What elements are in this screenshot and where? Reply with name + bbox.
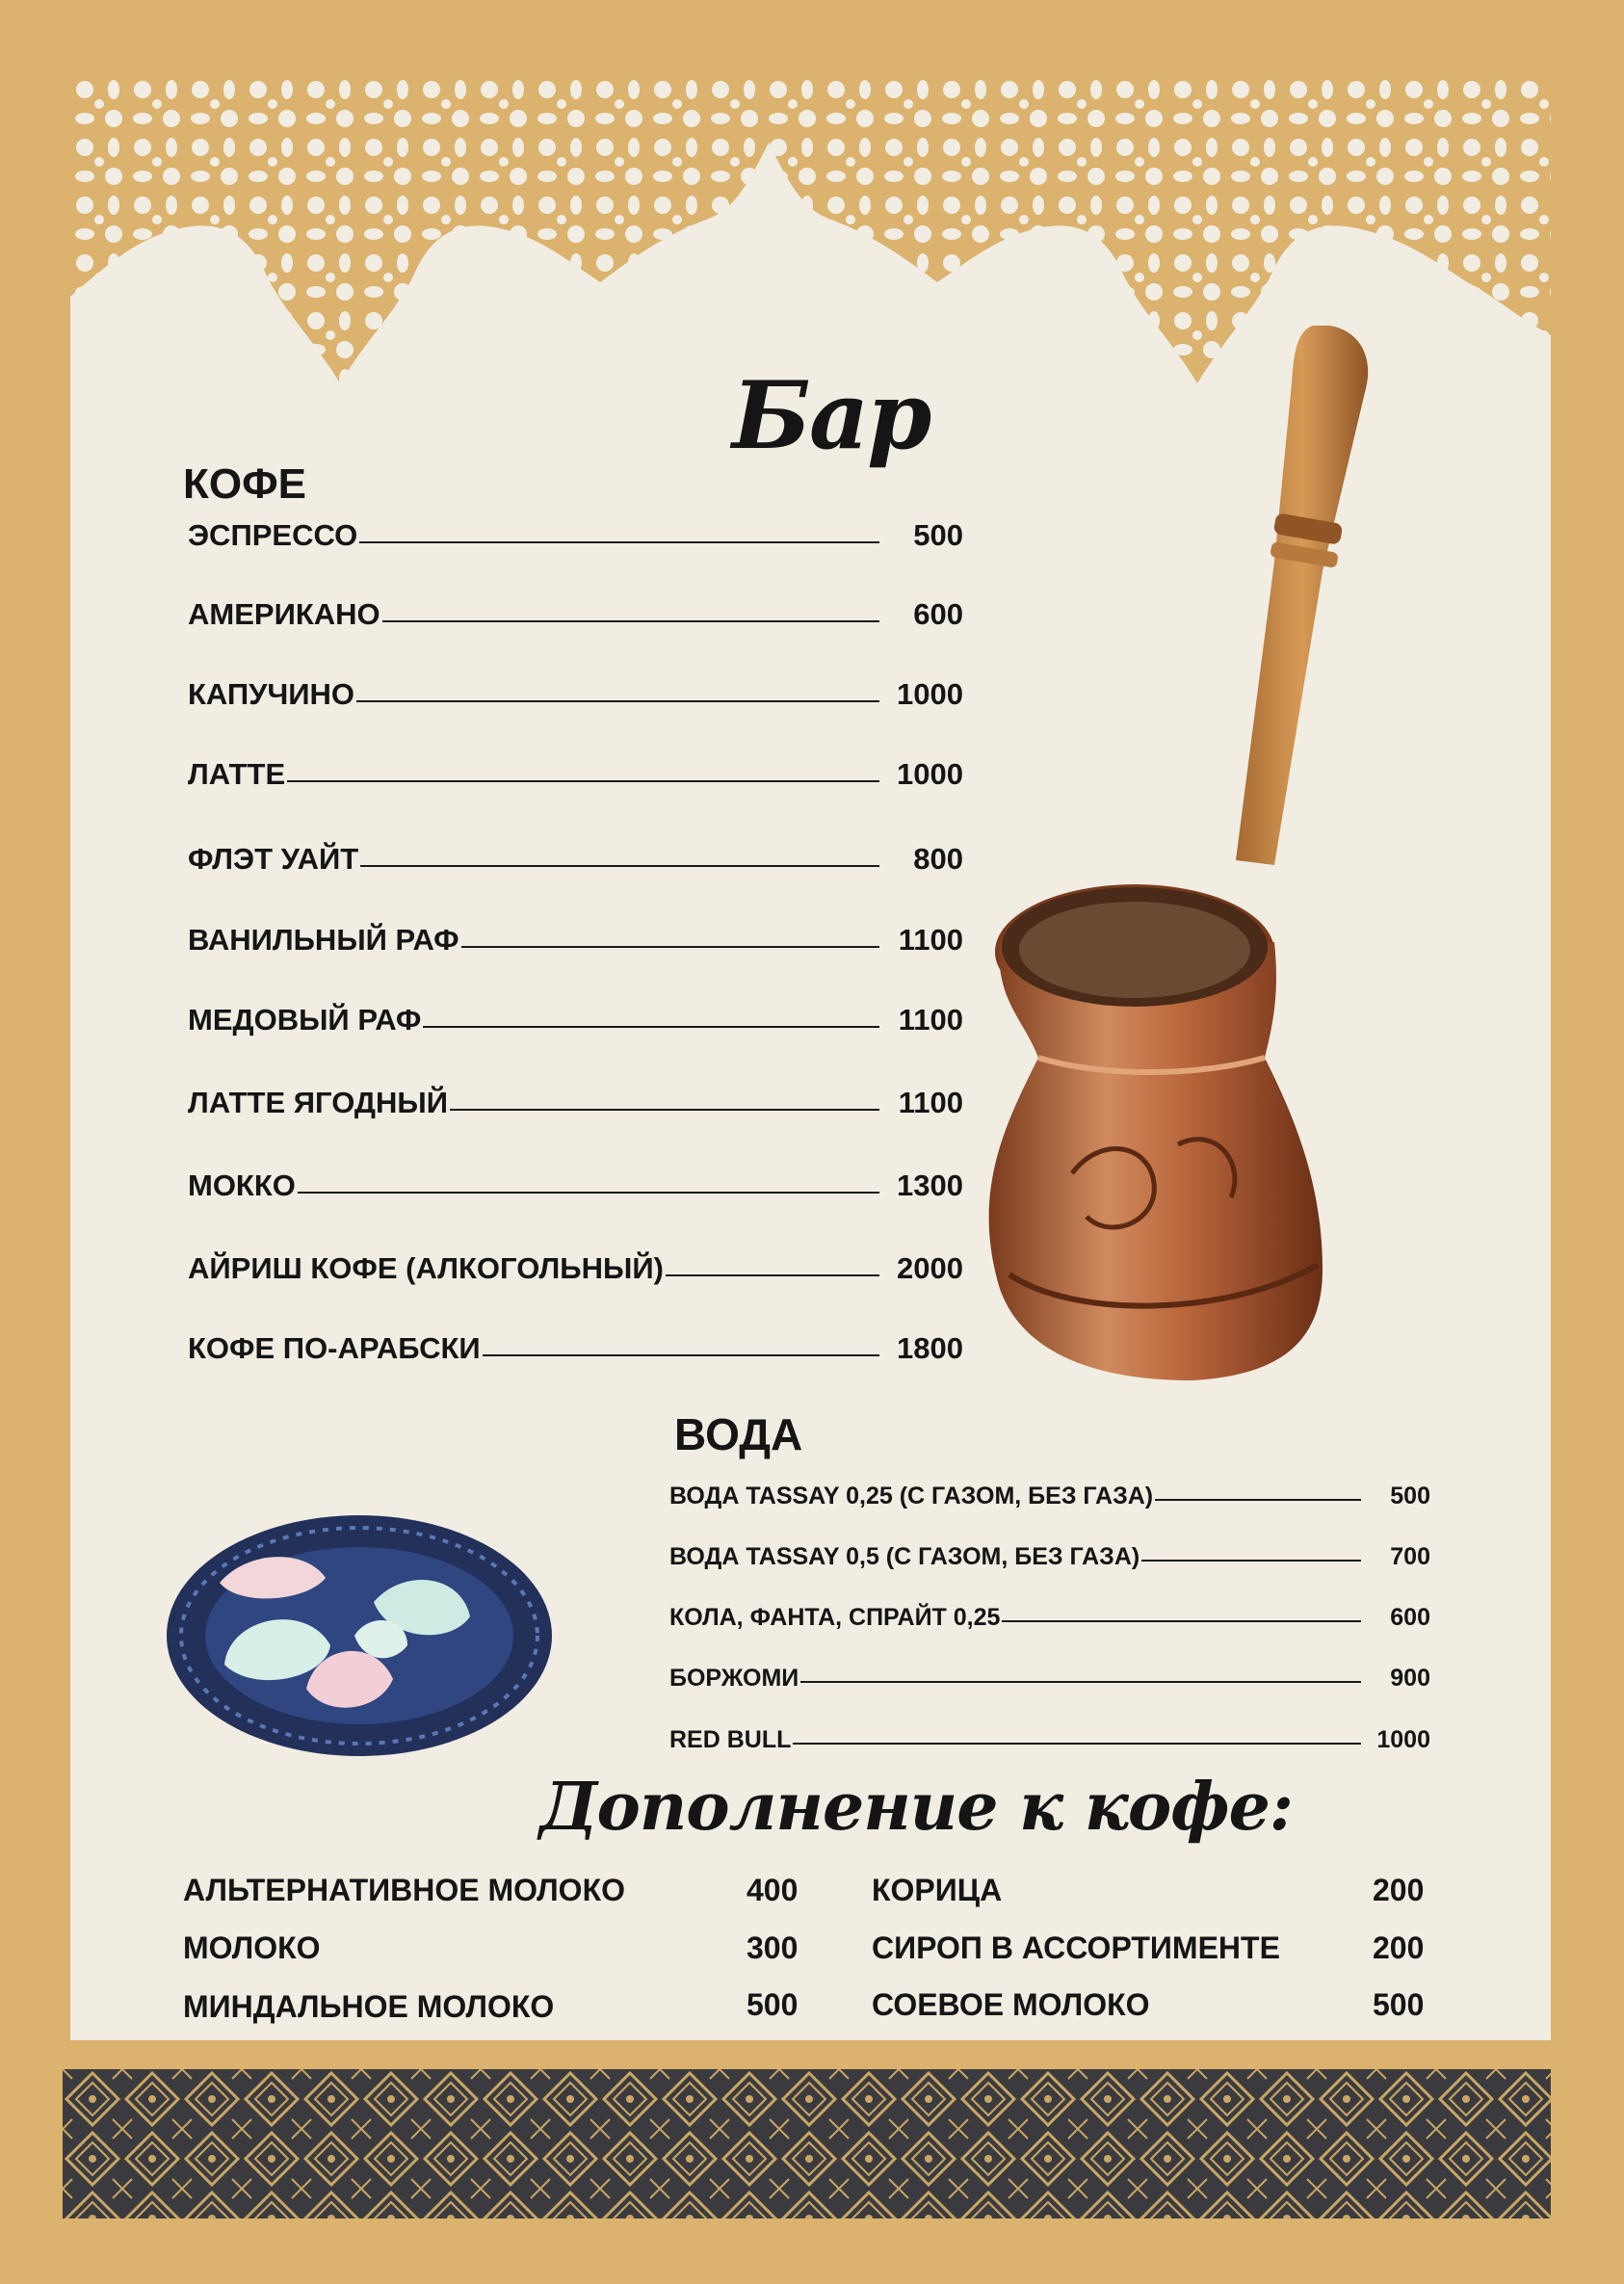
dotted-leader xyxy=(800,1681,1361,1683)
coffee-item-price: 1000 xyxy=(897,677,963,711)
water-item-price: 900 xyxy=(1390,1665,1430,1692)
addition-name: СИРОП В АССОРТИМЕНТЕ xyxy=(872,1930,1280,1965)
menu-title: Бар xyxy=(732,361,930,470)
coffee-item-name: АЙРИШ КОФЕ (АЛКОГОЛЬНЫЙ) xyxy=(188,1251,664,1285)
meringue-plate-illustration xyxy=(162,1510,557,1761)
dotted-leader xyxy=(1155,1499,1361,1501)
dotted-leader xyxy=(793,1743,1361,1745)
coffee-item-price: 1800 xyxy=(897,1331,963,1365)
coffee-item xyxy=(188,753,963,792)
coffee-item-price: 1100 xyxy=(898,1086,963,1119)
water-item-name: ВОДА TASSAY 0,5 (С ГАЗОМ, БЕЗ ГАЗА) xyxy=(669,1543,1140,1570)
coffee-item-price: 1000 xyxy=(897,757,963,791)
dotted-leader xyxy=(423,1026,879,1028)
coffee-item xyxy=(188,673,963,712)
coffee-item xyxy=(188,1247,963,1286)
water-item xyxy=(669,1593,1430,1632)
coffee-item-name: ВАНИЛЬНЫЙ РАФ xyxy=(188,923,459,957)
coffee-item-name: ЛАТТЕ ЯГОДНЫЙ xyxy=(188,1086,449,1119)
addition-price: 200 xyxy=(1373,1873,1425,1907)
addition-name: МИНДАЛЬНОЕ МОЛОКО xyxy=(183,1989,555,2024)
water-item xyxy=(669,1472,1430,1510)
dotted-leader xyxy=(1002,1620,1361,1622)
addition-price: 500 xyxy=(747,1987,799,2022)
coffee-item xyxy=(188,999,963,1037)
coffee-item xyxy=(188,593,963,632)
addition-name: АЛЬТЕРНАТИВНОЕ МОЛОКО xyxy=(183,1873,625,1907)
dotted-leader xyxy=(1141,1560,1361,1562)
water-item-name: КОЛА, ФАНТА, СПРАЙТ 0,25 xyxy=(669,1604,1001,1631)
addition-name: КОРИЦА xyxy=(872,1873,1003,1907)
additions-heading: Дополнение к кофе: xyxy=(539,1769,1293,1846)
coffee-item-name: АМЕРИКАНО xyxy=(188,597,380,631)
coffee-item xyxy=(188,838,963,877)
water-item xyxy=(669,1533,1430,1571)
water-item-name: ВОДА TASSAY 0,25 (С ГАЗОМ, БЕЗ ГАЗА) xyxy=(669,1483,1154,1510)
cezve-illustration xyxy=(985,326,1506,1405)
coffee-item xyxy=(188,919,963,958)
water-heading: ВОДА xyxy=(674,1409,803,1459)
dotted-leader xyxy=(382,620,879,622)
addition-price: 200 xyxy=(1373,1930,1425,1965)
water-item xyxy=(669,1716,1430,1754)
water-item-price: 1000 xyxy=(1376,1726,1430,1753)
coffee-item-name: МЕДОВЫЙ РАФ xyxy=(188,1003,422,1037)
addition-price: 400 xyxy=(747,1873,799,1907)
dotted-leader xyxy=(450,1109,879,1111)
coffee-item-price: 1300 xyxy=(897,1168,963,1202)
coffee-item-name: КАПУЧИНО xyxy=(188,677,355,711)
coffee-item-price: 2000 xyxy=(897,1251,963,1285)
dotted-leader xyxy=(298,1192,879,1194)
coffee-item-price: 600 xyxy=(913,597,963,631)
water-item xyxy=(669,1654,1430,1693)
coffee-item-name: КОФЕ ПО-АРАБСКИ xyxy=(188,1331,481,1365)
water-item-price: 500 xyxy=(1390,1483,1430,1510)
addition-name: СОЕВОЕ МОЛОКО xyxy=(872,1987,1150,2022)
dotted-leader xyxy=(461,946,879,948)
addition-price: 300 xyxy=(747,1930,799,1965)
coffee-item-name: ФЛЭТ УАЙТ xyxy=(188,842,359,876)
coffee-heading: КОФЕ xyxy=(183,460,306,508)
dotted-leader xyxy=(359,541,879,543)
coffee-item xyxy=(188,514,963,553)
addition-name: МОЛОКО xyxy=(183,1930,321,1965)
coffee-item xyxy=(188,1082,963,1120)
dotted-leader xyxy=(356,700,879,702)
coffee-item-name: МОККО xyxy=(188,1168,296,1202)
water-item-price: 700 xyxy=(1390,1543,1430,1570)
coffee-item-price: 1100 xyxy=(898,923,963,957)
coffee-item-name: ЭСПРЕССО xyxy=(188,518,358,552)
coffee-item xyxy=(188,1327,963,1366)
coffee-item-price: 500 xyxy=(913,518,963,552)
ornamental-pattern-footer xyxy=(63,2069,1551,2218)
coffee-item xyxy=(188,1165,963,1203)
dotted-leader xyxy=(483,1354,879,1356)
dotted-leader xyxy=(360,865,879,867)
dotted-leader xyxy=(287,780,879,782)
water-item-name: RED BULL xyxy=(669,1726,792,1753)
addition-price: 500 xyxy=(1373,1987,1425,2022)
water-item-price: 600 xyxy=(1390,1604,1430,1631)
coffee-item-name: ЛАТТЕ xyxy=(188,757,286,791)
dotted-leader xyxy=(666,1274,879,1276)
coffee-item-price: 800 xyxy=(913,842,963,876)
water-item-name: БОРЖОМИ xyxy=(669,1665,799,1692)
coffee-item-price: 1100 xyxy=(898,1003,963,1037)
